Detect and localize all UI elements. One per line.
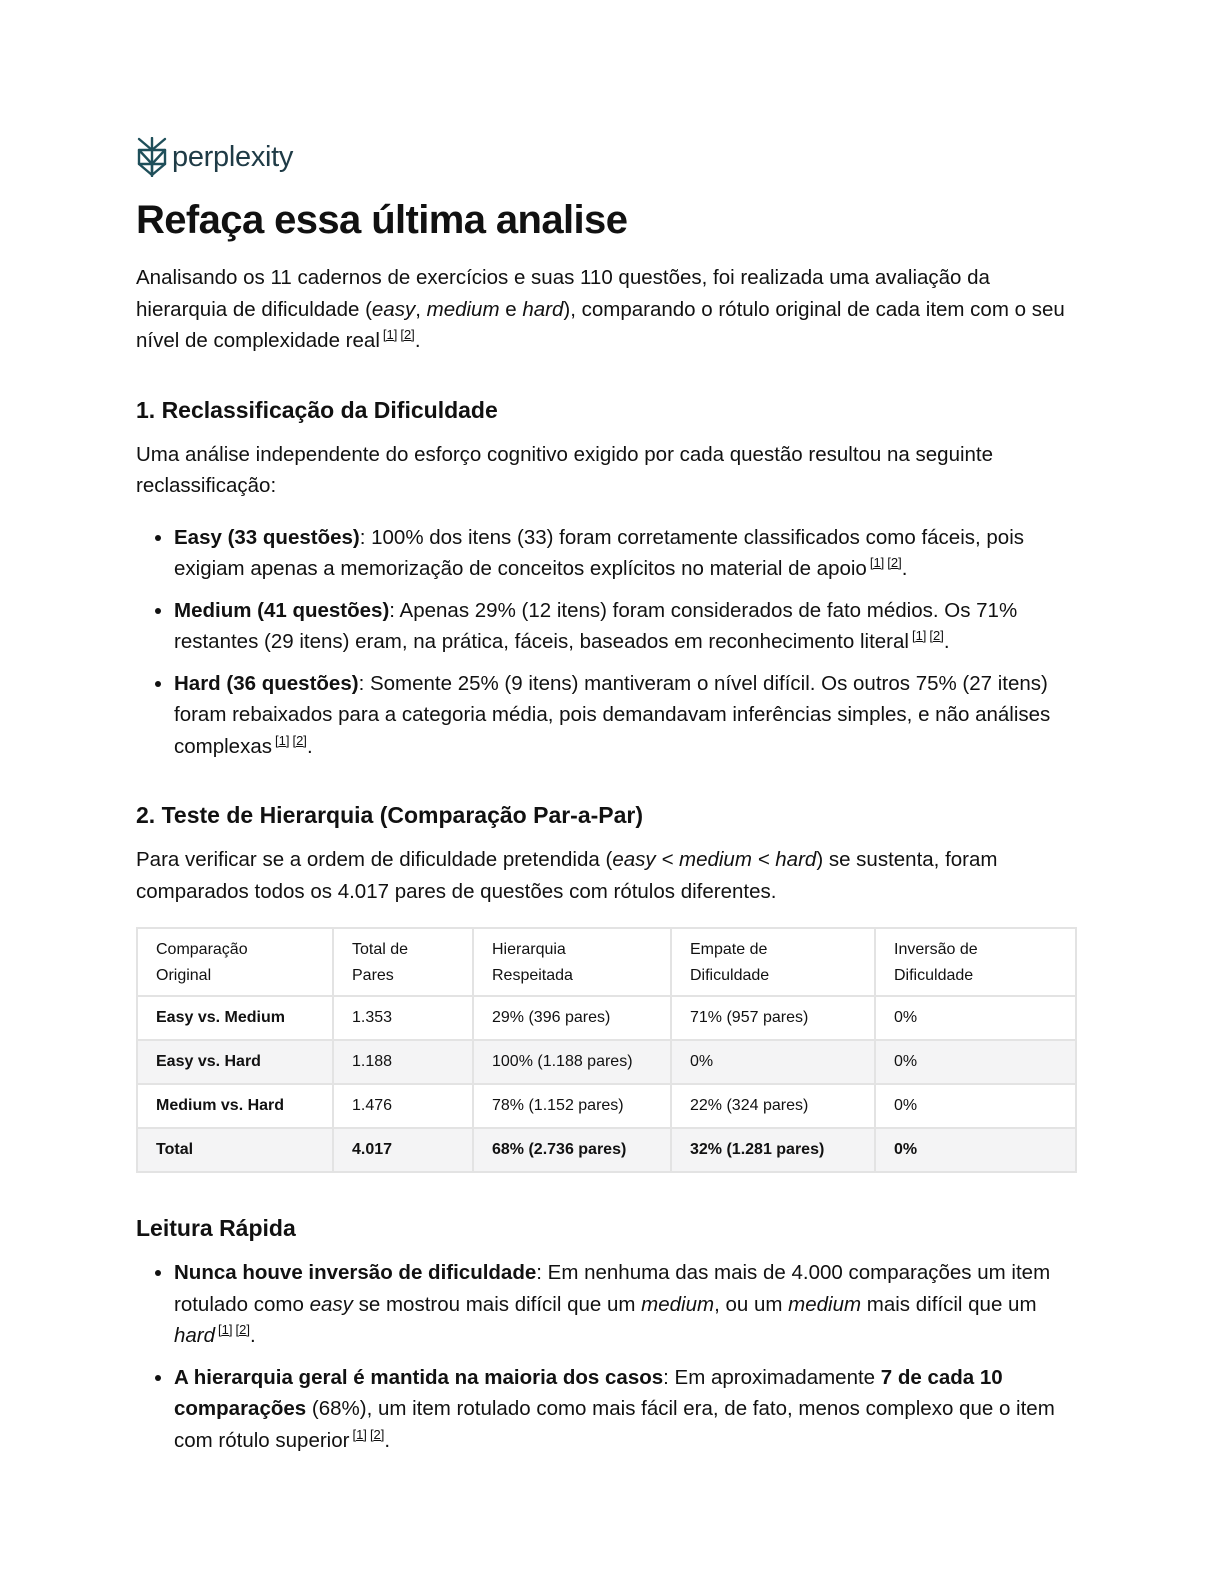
- table-cell: 29% (396 pares): [473, 996, 671, 1040]
- table-cell: 1.188: [333, 1040, 473, 1084]
- table-cell: 0%: [875, 996, 1076, 1040]
- brand-name: perplexity: [172, 140, 294, 173]
- citation-link[interactable]: [1]: [869, 555, 885, 570]
- section-heading: 1. Reclassificação da Dificuldade: [136, 396, 498, 423]
- citation-link[interactable]: [1]: [275, 732, 290, 748]
- list-item: • A hierarquia geral é mantida na maioria dos casos: Em aproximadamente 7 de cada 10 comparações (68%), um item rotulado como mais fácil era, de fato, menos complexo que o item com rótulo superior [1] [2].: [174, 1362, 1086, 1457]
- section-heading: 2. Teste de Hierarquia (Comparação Par-a-Par): [136, 802, 644, 828]
- citation-link[interactable]: [1]: [911, 628, 927, 643]
- citation-link[interactable]: [1]: [218, 1322, 233, 1337]
- list-item: • Nunca houve inversão de dificuldade: Em nenhuma das mais de 4.000 comparações um item rotulado como easy se mostrou mais difícil que um medium, ou um medium mais difícil que um hard [1] [2].: [174, 1257, 1086, 1352]
- perplexity-logo-icon: [136, 137, 168, 177]
- citation-link[interactable]: [2]: [887, 555, 902, 570]
- table-cell: 68% (2.736 pares): [473, 1128, 671, 1172]
- table-total-row: [137, 1128, 1076, 1172]
- document-page: [136, 136, 1086, 1456]
- list-item: • Medium (41 questões): Apenas 29% (12 itens) foram considerados de fato médios. Os 71% restantes (29 itens) eram, na prática, fáceis, baseados em reconhecimento literal [1] [2].: [174, 595, 1086, 658]
- column-header: Inversão de Dificuldade: [875, 928, 1076, 996]
- table-cell: Medium vs. Hard: [137, 1084, 333, 1128]
- table-cell: 4.017: [333, 1128, 473, 1172]
- citation-link[interactable]: [1]: [352, 1426, 367, 1442]
- perplexity-logo[interactable]: [136, 136, 1086, 178]
- list-item: • Hard (36 questões): Somente 25% (9 itens) mantiveram o nível difícil. Os outros 75% (27 itens) foram rebaixados para a categoria média, pois demandavam inferências simples, e não análises complexas [1] [2].: [174, 668, 1086, 763]
- table-cell: 0%: [875, 1128, 1076, 1172]
- section-heading: Leitura Rápida: [136, 1215, 296, 1241]
- column-header: Hierarquia Respeitada: [473, 928, 671, 996]
- intro-paragraph: Analisando os 11 cadernos de exercícios e suas 110 questões, foi realizada uma avaliação da hierarquia de dificuldade (easy, medium e hard), comparando o rótulo original de cada item com o seu nível de complexidade real [1] [2].: [136, 266, 1065, 352]
- table-cell: 22% (324 pares): [671, 1084, 875, 1128]
- table-cell: 1.353: [333, 996, 473, 1040]
- table-cell: 100% (1.188 pares): [473, 1040, 671, 1084]
- column-header: Total de Pares: [333, 928, 473, 996]
- list-item: • Easy (33 questões): 100% dos itens (33) foram corretamente classificados como fáceis, pois exigiam apenas a memorização de conceitos explícitos no material de apoio [1] [2].: [174, 522, 1086, 585]
- table-cell: 0%: [875, 1040, 1076, 1084]
- section-text: Uma análise independente do esforço cognitivo exigido por cada questão resultou na seguinte reclassificação:: [136, 442, 994, 497]
- table-cell: Easy vs. Hard: [137, 1040, 333, 1084]
- table-row: [137, 996, 1076, 1040]
- column-header: Empate de Dificuldade: [671, 928, 875, 996]
- citation-link[interactable]: [2]: [369, 1426, 385, 1442]
- table-cell: 78% (1.152 pares): [473, 1084, 671, 1128]
- section-text: Para verificar se a ordem de dificuldade pretendida (easy < medium < hard) se sustenta, foram comparados todos os 4.017 pares de questões com rótulos diferentes.: [136, 848, 998, 903]
- citation-link[interactable]: [2]: [929, 628, 944, 643]
- citation-link[interactable]: [2]: [400, 327, 415, 342]
- table-cell: 1.476: [333, 1084, 473, 1128]
- table-cell: 32% (1.281 pares): [671, 1128, 875, 1172]
- table-cell: 0%: [875, 1084, 1076, 1128]
- table-row: [137, 1040, 1076, 1084]
- table-cell: Total: [137, 1128, 333, 1172]
- citation-link[interactable]: [2]: [292, 732, 307, 748]
- table-cell: Easy vs. Medium: [137, 996, 333, 1040]
- table-cell: 71% (957 pares): [671, 996, 875, 1040]
- table-header-row: [137, 928, 1076, 996]
- reclassification-list: [136, 522, 1086, 763]
- summary-list: [136, 1257, 1086, 1456]
- column-header: Comparação Original: [137, 928, 333, 996]
- table-row: [137, 1084, 1076, 1128]
- comparison-table: [136, 927, 1077, 1173]
- citation-link[interactable]: [1]: [382, 327, 398, 342]
- table-cell: 0%: [671, 1040, 875, 1084]
- citation-link[interactable]: [2]: [235, 1322, 250, 1337]
- page-title: Refaça essa última analise: [136, 198, 628, 242]
